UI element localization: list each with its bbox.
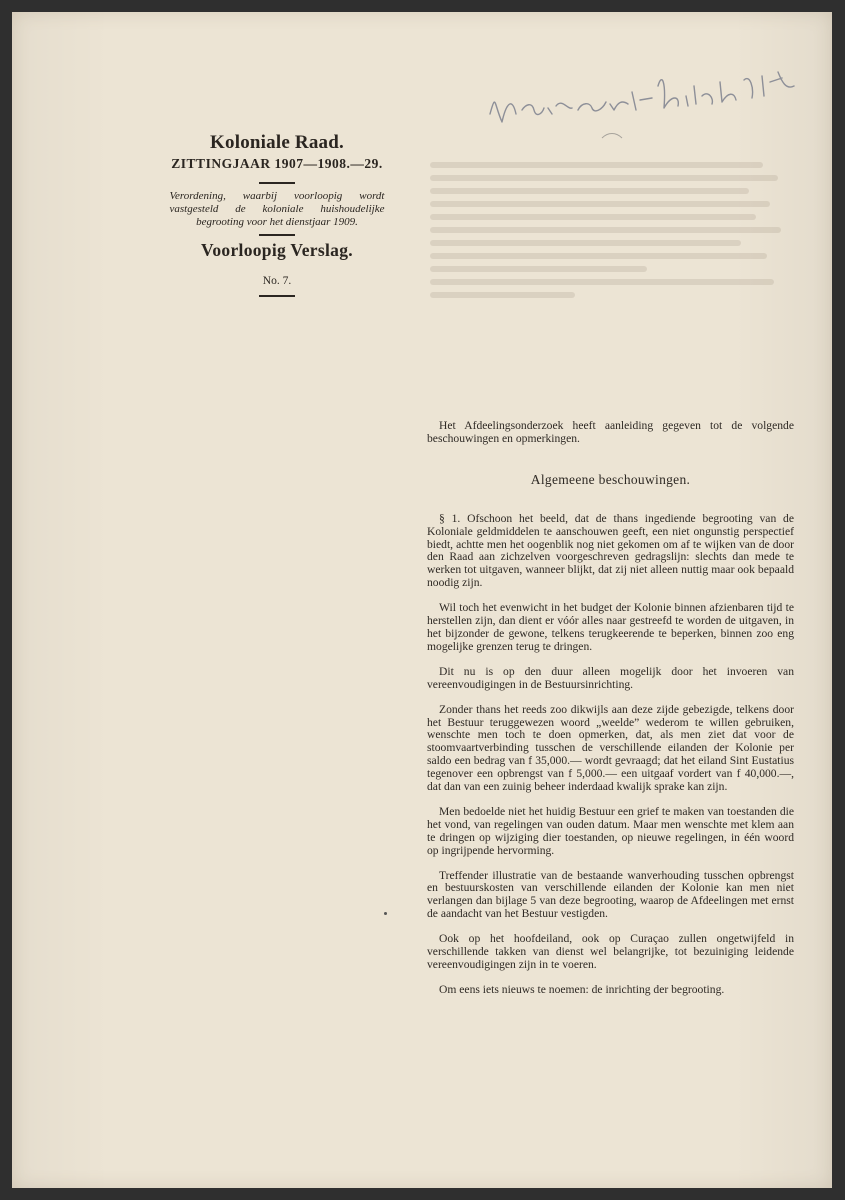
body-paragraph: Dit nu is op den duur alleen mogelijk door het invoeren van vereenvoudigingen in de Bestuursinrichting. [427, 664, 794, 691]
document-page [12, 12, 832, 1188]
report-body [427, 420, 794, 1009]
ordinance-divider [259, 234, 295, 236]
handwritten-library-note [482, 52, 802, 142]
number-divider [259, 295, 295, 297]
report-number: No. 7. [262, 275, 292, 287]
document-header [142, 132, 412, 303]
body-paragraph: Wil toch het evenwicht in het budget der Kolonie binnen afzienbaren tijd te herstellen zijn, dan dient er vóór alles naar gestreefd te worden de uitgaven, in het bijzonder de gewone, telkens terugkeerende te beperken, binnen zoo eng mogelijke grenzen terug te dringen. [427, 601, 794, 653]
report-title: Voorloopig Verslag. [201, 240, 353, 260]
council-title: Koloniale Raad. [210, 132, 344, 153]
intro-paragraph: Het Afdeelingsonderzoek heeft aanleiding gegeven tot de volgende beschouwingen en opmerkingen. [427, 419, 794, 445]
ordinance-description: Verordening, waarbij voorloopig wordt vastgesteld de koloniale huishoudelijke begrooting voor het dienstjaar 1909. [169, 190, 385, 228]
body-paragraph: Ook op het hoofdeiland, ook op Curaçao zullen ongetwijfeld in verschillende takken van dienst wel belangrijke, tot bezuiniging leidende vereenvoudigingen zijn in te voeren. [427, 932, 794, 971]
section-heading: Algemeene beschouwingen. [530, 471, 691, 487]
header-divider [259, 182, 295, 184]
bleed-through-text [430, 162, 792, 322]
body-paragraph: § 1. Ofschoon het beeld, dat de thans ingediende begrooting van de Koloniale geldmiddelen te aanschouwen geeft, een niet ongunstig perspectief biedt, achtte men het oogenblik nog niet gekomen om af te wijken van de door den Raad aan zichzelven voorgeschreven gedragslijn: slechts dan mede te werken tot uitgaven, wanneer blijkt, dat zij niet alleen nuttig maar ook bepaald noodig zijn. [427, 511, 794, 590]
body-paragraph: Zonder thans het reeds zoo dikwijls aan deze zijde gebezigde, telkens door het Bestuur teruggewezen woord „weelde” wederom te willen gebruiken, wenschte men toch te doen opmerken, dat, als men ziet dat voor de stoomvaartverbinding tusschen de verschillende eilanden der Kolonie per saldo een bedrag van f 35,000.— wordt gevraagd; dat het eiland Sint Eustatius tegenover een opbrengst van f 5,000.— een uitgaaf vordert van f 40,000.—, dat dan van een zuinig beheer inderdaad kwalijk sprake kan zijn. [427, 702, 794, 794]
body-paragraph: Treffender illustratie van de bestaande wanverhouding tusschen opbrengst en bestuurskosten van verschillende eilanden der Kolonie kan men niet verlangen dan bijlage 5 van deze begrooting, waarop de Afdeelingen met ernst de aandacht van het Bestuur vestigden. [427, 868, 794, 921]
body-paragraph: Om eens iets nieuws te noemen: de inrichting der begrooting. [439, 982, 725, 996]
ink-speck [384, 912, 387, 915]
session-year: ZITTINGJAAR 1907—1908.—29. [171, 156, 383, 171]
body-paragraph: Men bedoelde niet het huidig Bestuur een grief te maken van toestanden die het vond, van regelingen van ouden datum. Maar men wenschte met klem aan te dringen op wijziging dier toestanden, op nieuwe regelingen, in één woord op ingrijpende hervorming. [427, 804, 794, 857]
